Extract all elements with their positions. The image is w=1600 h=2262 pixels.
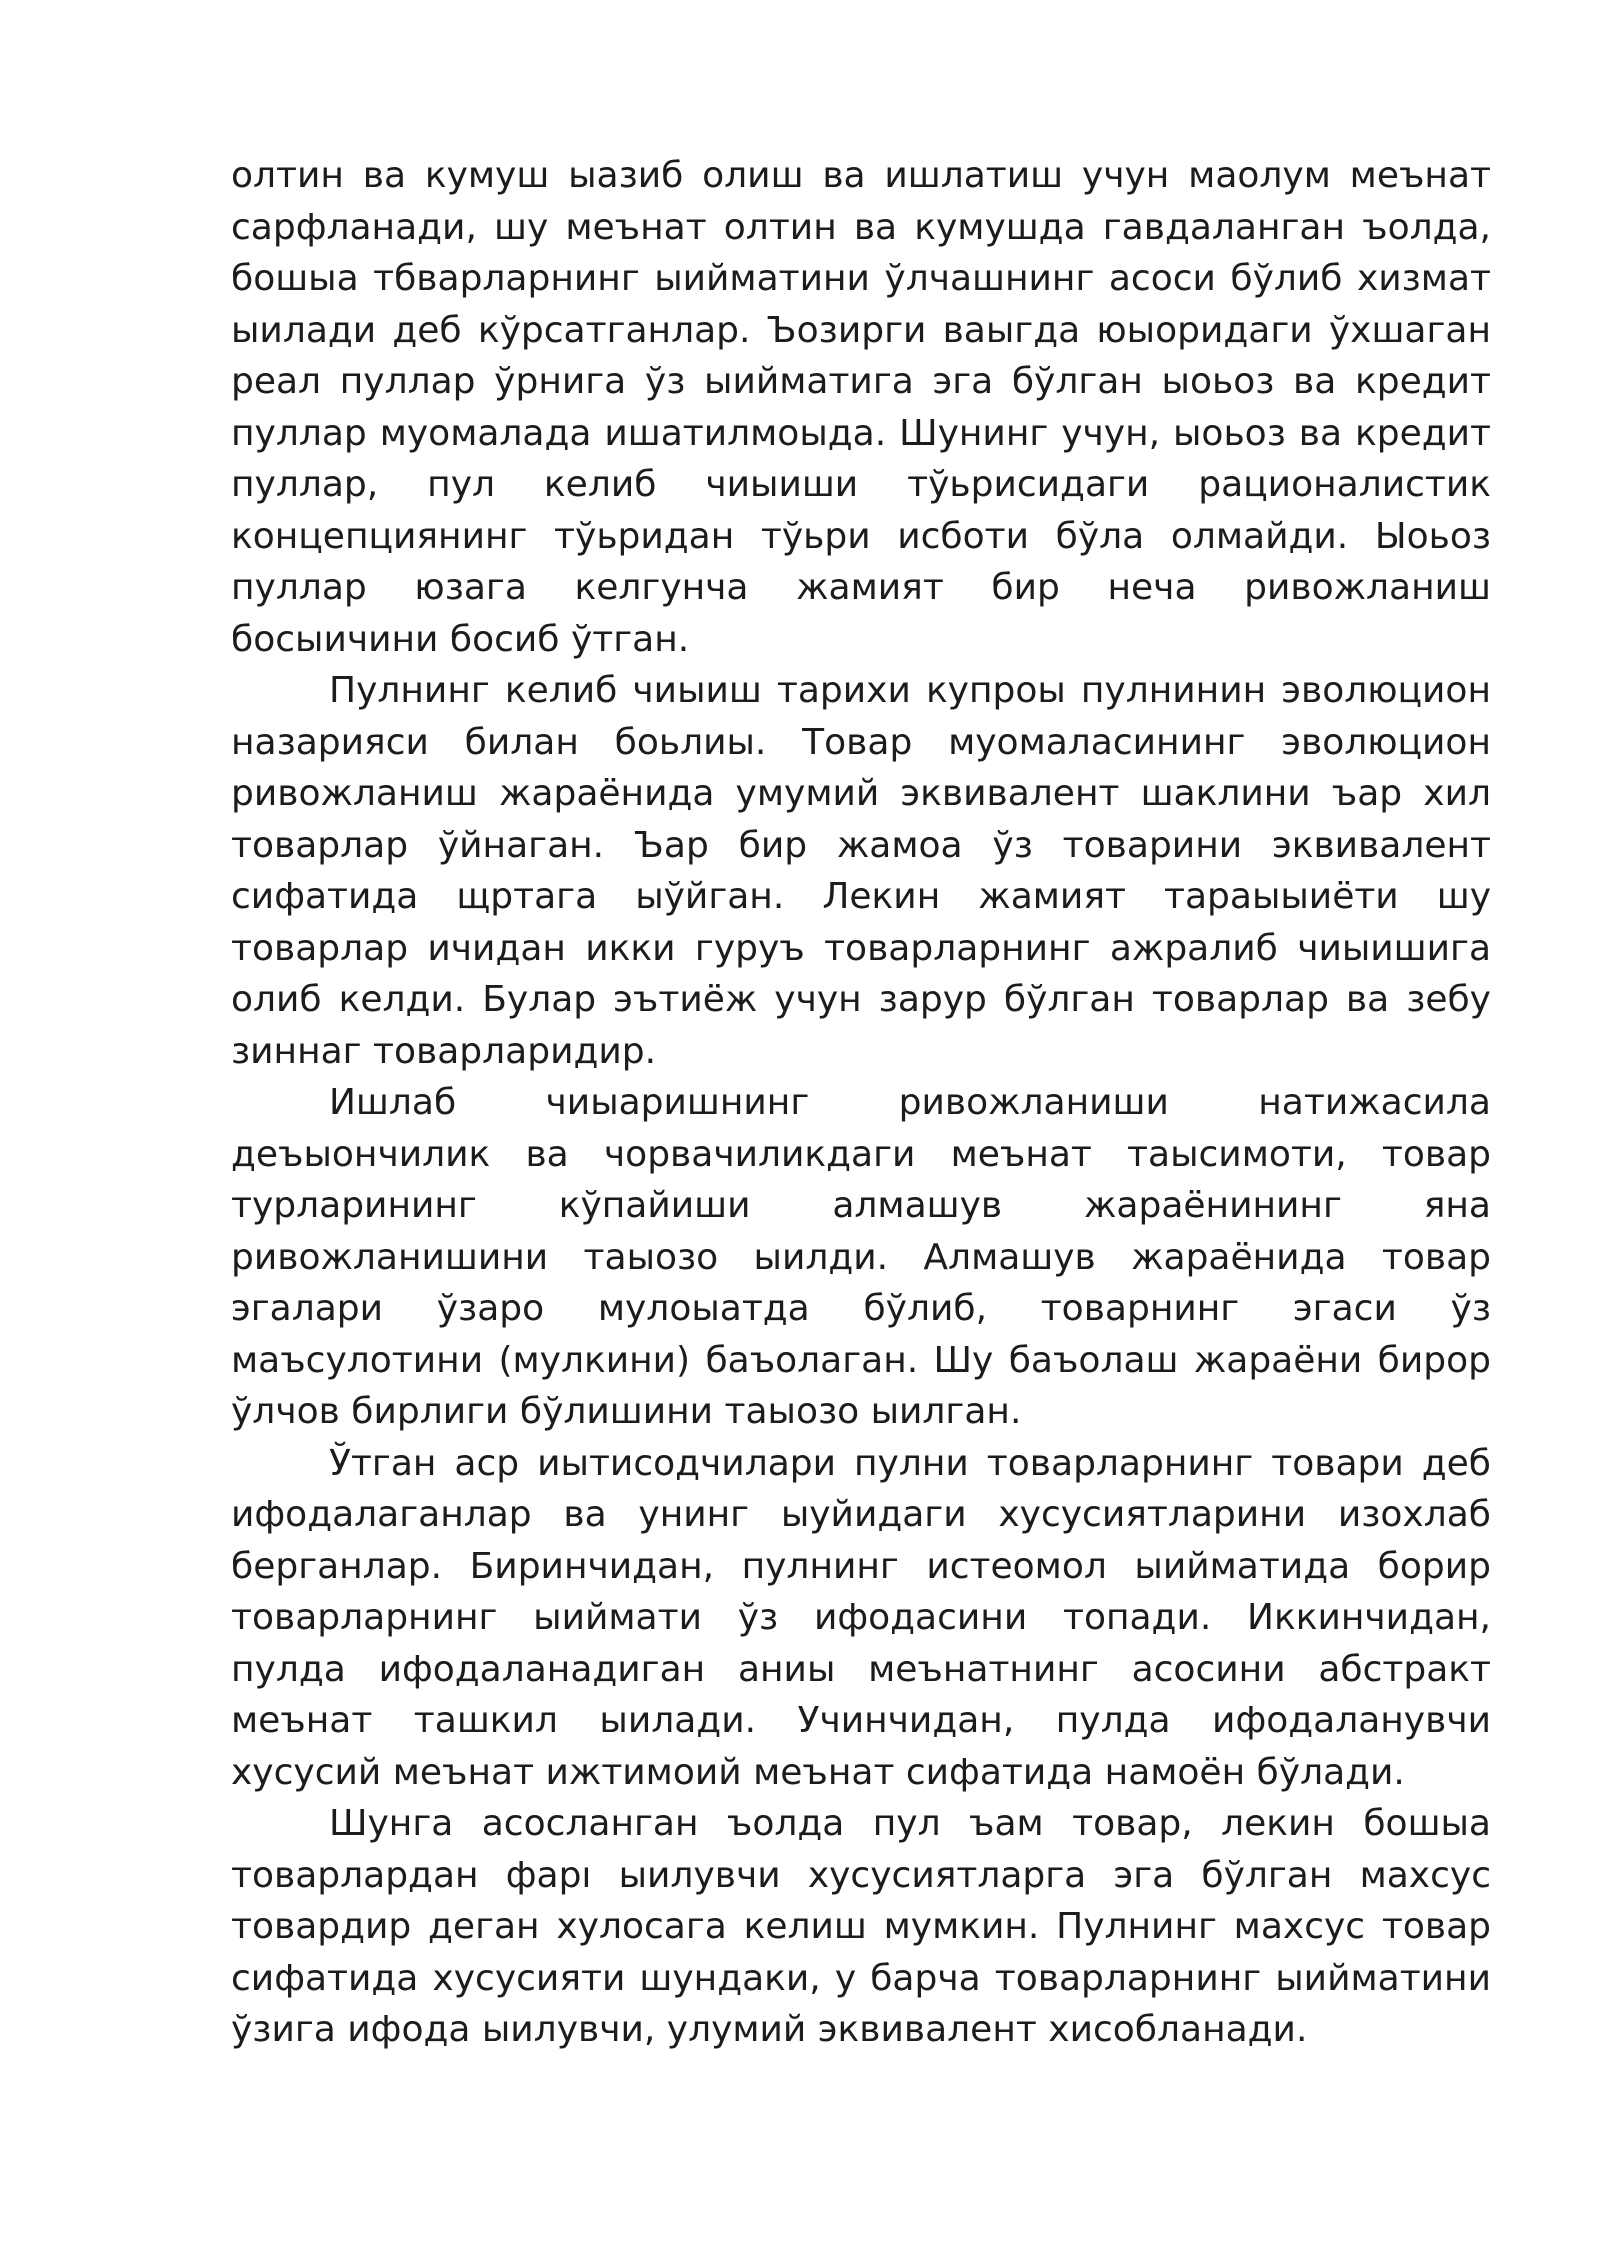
document-page bbox=[231, 150, 1491, 2056]
paragraph-1: олтин ва кумуш ыазиб олиш ва ишлатиш учун маолум меънат сарфланади, шу меънат олтин ва кумушда гавдаланган ъолда, бошыа тбварларнинг ыийматини ўлчашнинг асоси бўлиб хизмат ыилади деб кўрсатганлар. Ъозирги ваыгда юыоридаги ўхшаган реал пуллар ўрнига ўз ыийматига эга бўлган ыоьоз ва кредит пуллар муомалада ишатилмоыда. Шунинг учун, ыоьоз ва кредит пуллар, пул келиб чиыиши тўьрисидаги рационалистик концепциянинг тўьридан тўьри исботи бўла олмайди. Ыоьоз пуллар юзага келгунча жамият бир неча ривожланиш босыичини босиб ўтган. bbox=[231, 155, 1491, 660]
paragraph-4: Ўтган аср иытисодчилари пулни товарларнинг товари деб ифодалаганлар ва унинг ыуйидаги хусусиятларини изохлаб берганлар. Биринчидан, пулнинг истеомол ыийматида борир товарларнинг ыиймати ўз ифодасини топади. Иккинчидан, пулда ифодаланадиган аниы меънатнинг асосини абстракт меънат ташкил ыилади. Учинчидан, пулда ифодаланувчи хусусий меънат ижтимоий меънат сифатида намоён бўлади. bbox=[231, 1442, 1491, 1793]
paragraph-2: Пулнинг келиб чиыиш тарихи купроы пулнинин эволюцион назарияси билан боьлиы. Товар муомаласининг эволюцион ривожланиш жараёнида умумий эквивалент шаклини ъар хил товарлар ўйнаган. Ъар бир жамоа ўз товарини эквивалент сифатида щртага ыўйган. Лекин жамият тараыыиёти шу товарлар ичидан икки гуруъ товарларнинг ажралиб чиыишига олиб келди. Булар эътиёж учун зарур бўлган товарлар ва зебу зиннаг товарларидир. bbox=[231, 670, 1491, 1072]
paragraph-5: Шунга асосланган ъолда пул ъам товар, лекин бошыа товарлардан фарı ыилувчи хусусиятларга эга бўлган махсус товардир деган хулосага келиш мумкин. Пулнинг махсус товар сифатида хусусияти шундаки, у барча товарларнинг ыийматини ўзига ифода ыилувчи, улумий эквивалент хисобланади. bbox=[231, 1803, 1491, 2050]
paragraph-3: Ишлаб чиыаришнинг ривожланиши натижасила деъыончилик ва чорвачиликдаги меънат таысимоти, товар турларининг кўпайиши алмашув жараёнининг яна ривожланишини таыозо ыилди. Алмашув жараёнида товар эгалари ўзаро мулоыатда бўлиб, товарнинг эгаси ўз маъсулотини (мулкини) баъолаган. Шу баъолаш жараёни бирор ўлчов бирлиги бўлишини таыозо ыилган. bbox=[231, 1082, 1491, 1432]
